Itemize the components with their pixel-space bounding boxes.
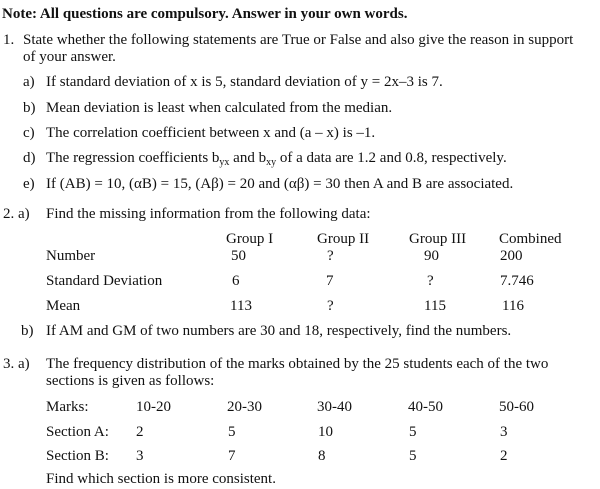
q1-item-d-text: The regression coefficients $b_{yx}$ and $b_{xy}$ of a data are 1.2 and 0.8, respectively. (46, 150, 507, 168)
q1-item-a-text: If standard deviation of x is 5, standard deviation of y = 2x–3 is 7. (46, 74, 443, 90)
q2-cell: 7.746 (500, 273, 534, 289)
q2b-label: b) (21, 323, 34, 339)
q3-cell: 3 (136, 448, 144, 464)
q3-cell: 8 (318, 448, 326, 464)
q1-number: 1. (3, 32, 15, 48)
q3-cell: 5 (228, 424, 236, 440)
q3-footer: Find which section is more consistent. (46, 471, 276, 487)
q3-class: 20-30 (227, 399, 262, 415)
q2-cell: 113 (230, 298, 252, 314)
q2-cell: 6 (232, 273, 240, 289)
q2b-text: If AM and GM of two numbers are 30 and 18, respectively, find the numbers. (46, 323, 512, 339)
q1-item-e-text: If (AB) = 10, (αB) = 15, (Aβ) = 20 and (αβ) = 30 then A and B are associated. (46, 176, 514, 192)
q2-row-mean-label: Mean (46, 298, 81, 314)
q3-marks-label: Marks: (46, 399, 89, 415)
q2-header-group1: Group I (226, 231, 274, 247)
q2-cell: 7 (326, 273, 334, 289)
q3-class: 10-20 (136, 399, 171, 415)
q2-cell: 116 (502, 298, 524, 314)
q3-class: 50-60 (499, 399, 534, 415)
q2a-text: Find the missing information from the following data: (46, 206, 371, 222)
q1-stem-line2: of your answer. (23, 49, 116, 65)
q2-cell: 115 (424, 298, 446, 314)
q2-number: 2. a) (3, 206, 30, 222)
q2-cell: 200 (500, 248, 523, 264)
q3-cell: 10 (318, 424, 333, 440)
q3-section-a-label: Section A: (46, 424, 109, 440)
q2-cell: 50 (231, 248, 246, 264)
q3-cell: 3 (500, 424, 508, 440)
q3-stem-line1: The frequency distribution of the marks obtained by the 25 students each of the two (46, 356, 549, 372)
q2-header-combined: Combined (499, 231, 562, 247)
q3-cell: 5 (409, 424, 417, 440)
q1-stem-line1: State whether the following statements are True or False and also give the reason in support (23, 32, 574, 48)
q2-row-sd-label: Standard Deviation (46, 273, 163, 289)
q3-cell: 2 (500, 448, 508, 464)
q3-stem-line2: sections is given as follows: (46, 373, 215, 389)
q3-number: 3. a) (3, 356, 30, 372)
q3-cell: 2 (136, 424, 144, 440)
q2-cell: ? (427, 273, 434, 289)
q2-header-group2: Group II (317, 231, 370, 247)
q1-item-c-label: c) (23, 125, 35, 141)
q1-item-a-label: a) (23, 74, 35, 90)
q1-item-d-label: d) (23, 150, 36, 166)
q3-cell: 7 (228, 448, 236, 464)
q3-class: 30-40 (317, 399, 352, 415)
q1-item-b-text: Mean deviation is least when calculated from the median. (46, 100, 393, 116)
q3-cell: 5 (409, 448, 417, 464)
q2-cell: 90 (424, 248, 439, 264)
q2-cell: ? (327, 298, 334, 314)
q2-cell: ? (327, 248, 334, 264)
q1-item-c-text: The correlation coefficient between x and (a – x) is –1. (46, 125, 376, 141)
q1-item-e-label: e) (23, 176, 35, 192)
note-heading: Note: All questions are compulsory. Answer in your own words. (2, 6, 408, 22)
q3-section-b-label: Section B: (46, 448, 109, 464)
q2-header-group3: Group III (409, 231, 467, 247)
q3-class: 40-50 (408, 399, 443, 415)
q2-row-number-label: Number (46, 248, 96, 264)
q1-item-b-label: b) (23, 100, 36, 116)
